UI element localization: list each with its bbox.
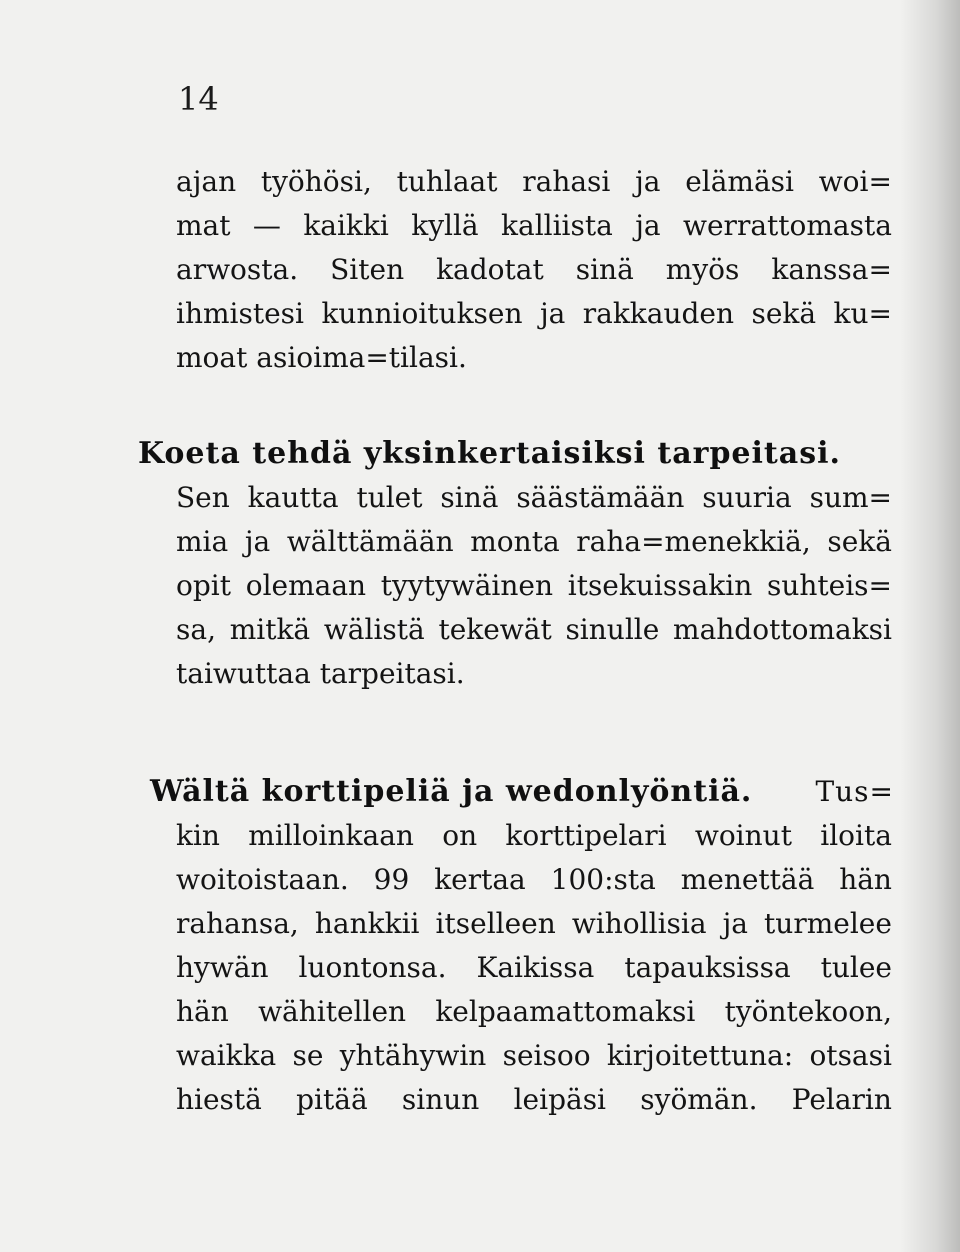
word: kertaa xyxy=(434,863,526,896)
paragraph-1-line xyxy=(176,204,892,248)
word: — xyxy=(252,209,281,242)
word: kunnioituksen xyxy=(321,297,523,330)
paragraph-3-line xyxy=(176,814,892,858)
word: 99 xyxy=(373,863,410,896)
word: yhtähywin xyxy=(339,1039,487,1072)
word: ja xyxy=(635,209,661,242)
word: tyytywäinen xyxy=(380,569,554,602)
paragraph-3-line xyxy=(176,990,892,1034)
word: sa, xyxy=(176,613,216,646)
word: Kaikissa xyxy=(476,951,595,984)
word: woi= xyxy=(818,165,892,198)
paragraph-2-line xyxy=(176,520,892,564)
word: Pelarin xyxy=(791,1083,892,1116)
word: mat xyxy=(176,209,231,242)
word: tuhlaat xyxy=(396,165,498,198)
paragraph-1-line xyxy=(176,248,892,292)
word: elämäsi xyxy=(685,165,794,198)
word: mahdottomaksi xyxy=(673,613,892,646)
word: tulee xyxy=(820,951,892,984)
word: 100:sta xyxy=(550,863,656,896)
word: sekä xyxy=(827,525,892,558)
word: woinut xyxy=(694,819,792,852)
word: kirjoitettuna: xyxy=(606,1039,794,1072)
word: leipäsi xyxy=(513,1083,607,1116)
paragraph-3-line xyxy=(176,858,892,902)
section-heading-text: Koeta tehdä yksinkertaisiksi tarpeitasi. xyxy=(138,436,841,471)
paragraph-2-line xyxy=(176,564,892,608)
paragraph-3-line xyxy=(176,946,892,990)
page-edge-shadow xyxy=(900,0,960,1252)
word: Sen xyxy=(176,481,230,514)
word: hän xyxy=(176,995,229,1028)
word: työntekoon, xyxy=(724,995,892,1028)
word: wälistä xyxy=(323,613,425,646)
word: iloita xyxy=(820,819,892,852)
word: raha=menekkiä, xyxy=(576,525,811,558)
word: otsasi xyxy=(809,1039,892,1072)
word: pitää xyxy=(296,1083,368,1116)
paragraph-2-line: taiwuttaa tarpeitasi. xyxy=(176,657,465,690)
word: myös xyxy=(665,253,740,286)
section-heading-simplify-needs xyxy=(138,432,894,476)
word: korttipelari xyxy=(505,819,667,852)
paragraph-1 xyxy=(176,160,892,380)
word: se xyxy=(292,1039,324,1072)
word: sekä xyxy=(751,297,817,330)
word: hywän xyxy=(176,951,269,984)
word: kalliista xyxy=(501,209,613,242)
word: arwosta. xyxy=(176,253,299,286)
paragraph-2-line xyxy=(176,608,892,652)
word: tekewät xyxy=(438,613,552,646)
word: woitoistaan. xyxy=(176,863,349,896)
word: suhteis= xyxy=(766,569,892,602)
word: menettää xyxy=(680,863,815,896)
word: werrattomasta xyxy=(683,209,892,242)
word: kaikki xyxy=(303,209,389,242)
word: sinä xyxy=(575,253,634,286)
word: milloinkaan xyxy=(248,819,414,852)
word: monta xyxy=(470,525,560,558)
word: on xyxy=(442,819,478,852)
word: kanssa= xyxy=(771,253,892,286)
word: wälttämään xyxy=(286,525,454,558)
word: ku= xyxy=(833,297,892,330)
word: ja xyxy=(539,297,566,330)
word: mitkä xyxy=(229,613,311,646)
word: hän xyxy=(839,863,892,896)
word: waikka xyxy=(176,1039,277,1072)
word: kadotat xyxy=(436,253,544,286)
word: wihollisia xyxy=(571,907,707,940)
word: sinun xyxy=(401,1083,480,1116)
paragraph-3-line-start: Tus= xyxy=(815,775,894,808)
word: rakkauden xyxy=(582,297,735,330)
word: suuria xyxy=(702,481,792,514)
paragraph-3 xyxy=(176,814,892,1122)
page-number: 14 xyxy=(178,80,219,118)
word: kautta xyxy=(247,481,339,514)
paragraph-1-line: moat asioima=tilasi. xyxy=(176,341,467,374)
word: säästämään xyxy=(516,481,685,514)
word: sinulle xyxy=(565,613,660,646)
word: luontonsa. xyxy=(298,951,447,984)
paragraph-2-line xyxy=(176,476,892,520)
paragraph-3-line xyxy=(176,902,892,946)
word: rahasi xyxy=(522,165,611,198)
paragraph-3-line xyxy=(176,1034,892,1078)
word: tapauksissa xyxy=(624,951,791,984)
paragraph-3-line xyxy=(176,1078,892,1122)
word: kin xyxy=(176,819,220,852)
word: ihmistesi xyxy=(176,297,305,330)
word: hiestä xyxy=(176,1083,262,1116)
paragraph-1-line xyxy=(176,160,892,204)
section-heading-avoid-cards: Wältä korttipeliä ja wedonlyöntiä. xyxy=(150,774,753,809)
word: wähitellen xyxy=(258,995,407,1028)
paragraph-3-heading-line xyxy=(150,770,894,814)
word: ja xyxy=(635,165,661,198)
word: ja xyxy=(244,525,271,558)
word: itsekuissakin xyxy=(567,569,753,602)
word: opit xyxy=(176,569,231,602)
word: kyllä xyxy=(411,209,479,242)
word: hankkii xyxy=(314,907,420,940)
word: kelpaamattomaksi xyxy=(435,995,696,1028)
word: turmelee xyxy=(764,907,892,940)
word: syömän. xyxy=(640,1083,758,1116)
word: sinä xyxy=(440,481,499,514)
word: ja xyxy=(722,907,748,940)
paragraph-1-line xyxy=(176,292,892,336)
word: mia xyxy=(176,525,229,558)
word: itselleen xyxy=(435,907,556,940)
word: työhösi, xyxy=(260,165,372,198)
word: sum= xyxy=(809,481,892,514)
word: seisoo xyxy=(502,1039,591,1072)
word: ajan xyxy=(176,165,237,198)
word: tulet xyxy=(356,481,423,514)
paragraph-2 xyxy=(176,476,892,696)
word: Siten xyxy=(330,253,405,286)
word: rahansa, xyxy=(176,907,299,940)
heading-line-wrapper xyxy=(150,770,894,814)
word: olemaan xyxy=(245,569,367,602)
